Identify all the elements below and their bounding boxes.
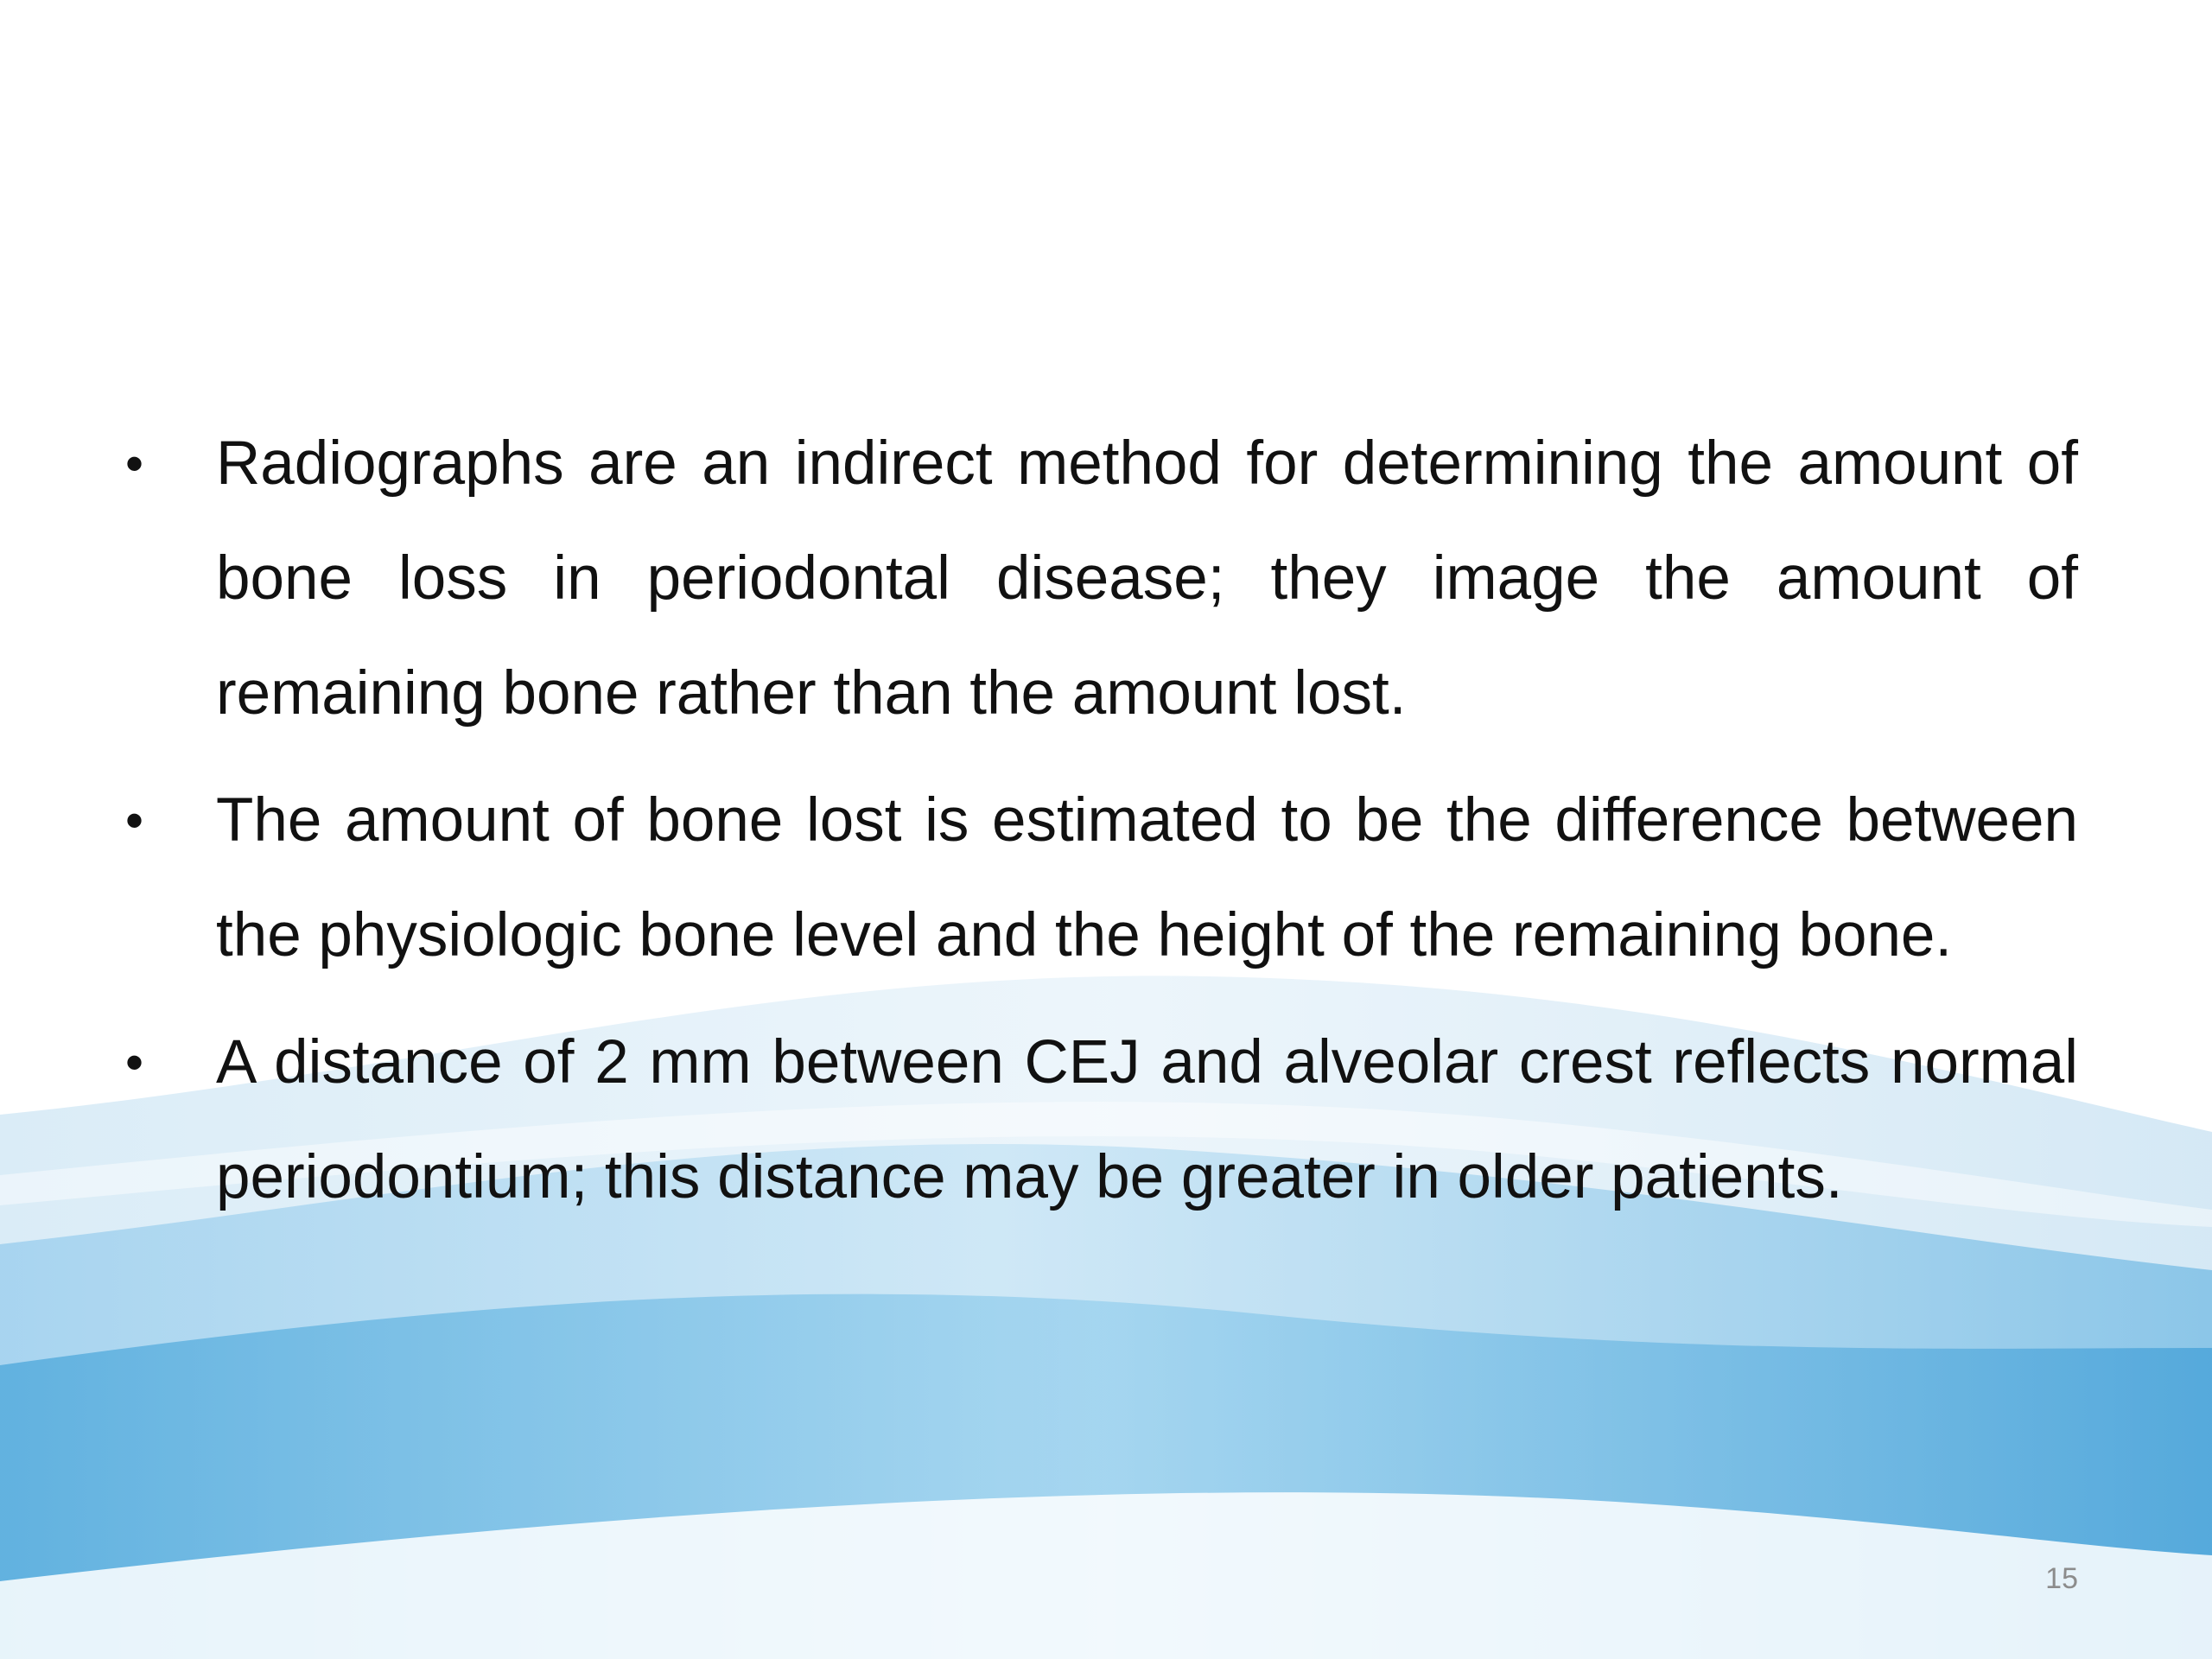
page-number: 15 [2045,1562,2078,1595]
bullet-text: The amount of bone lost is estimated to be the difference between the physiologic bone level and the height of the remaining bone. [216,786,2078,969]
bullet-list [125,406,2078,1247]
bullet-item-1 [125,406,2078,751]
bullet-item-2 [125,763,2078,993]
bullet-text: A distance of 2 mm between CEJ and alveolar crest reflects normal periodontium; this distance may be greater in older patients. [216,1028,2078,1211]
bullet-marker: • [125,791,144,849]
bullet-text: Radiographs are an indirect method for determining the amount of bone loss in periodontal disease; they image the amount of remaining bone rather than the amount lost. [216,429,2078,728]
bullet-marker: • [125,435,144,493]
bullet-item-3 [125,1005,2078,1235]
bullet-marker: • [125,1033,144,1091]
